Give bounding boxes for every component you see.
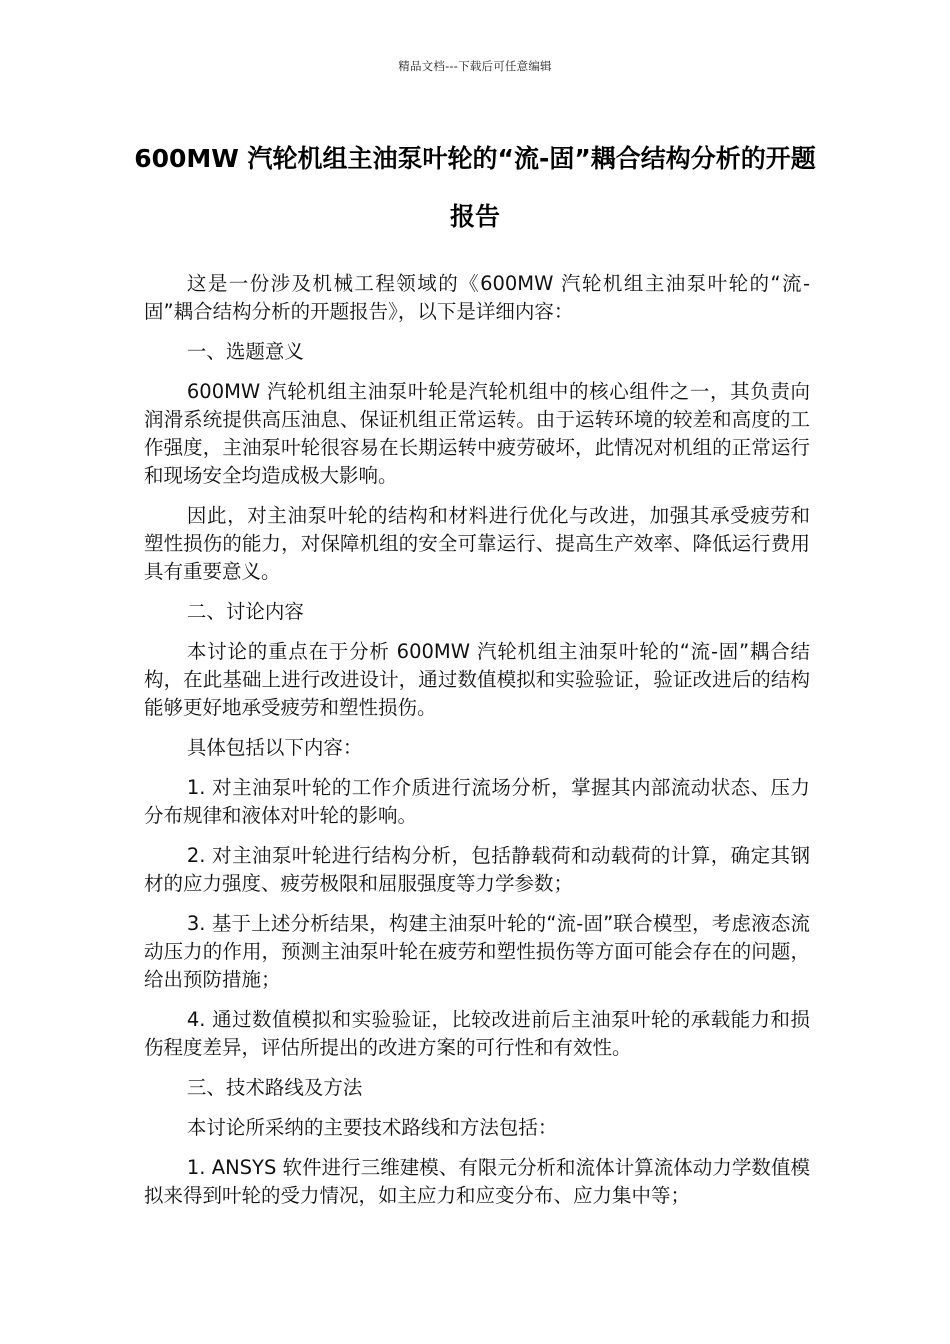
list-item: 2. 对主油泵叶轮进行结构分析，包括静载荷和动载荷的计算，确定其钢材的应力强度、疲劳极限和屈服强度等力学参数； — [144, 844, 810, 895]
section-heading-content: 二、讨论内容 — [186, 600, 304, 623]
list-item: 1. 对主油泵叶轮的工作介质进行流场分析，掌握其内部流动状态、压力分布规律和液体对叶轮的影响。 — [144, 776, 810, 827]
list-item: 1. ANSYS 软件进行三维建模、有限元分析和流体计算流体动力学数值模拟来得到叶轮的受力情况，如主应力和应变分布、应力集中等； — [144, 1156, 810, 1207]
section-heading-method: 三、技术路线及方法 — [186, 1076, 363, 1099]
list-item: 4. 通过数值模拟和实验验证，比较改进前后主油泵叶轮的承载能力和损伤程度差异，评估所提出的改进方案的可行性和有效性。 — [144, 1008, 810, 1059]
intro-paragraph: 这是一份涉及机械工程领域的《600MW 汽轮机组主油泵叶轮的“流-固”耦合结构分析的开题报告》，以下是详细内容： — [144, 272, 810, 323]
document-title: 600MW 汽轮机组主油泵叶轮的“流-固”耦合结构分析的开题报告 — [134, 144, 816, 231]
document-body — [144, 270, 810, 1222]
body-paragraph: 本讨论所采纳的主要技术路线和方法包括： — [186, 1116, 558, 1139]
list-item: 3. 基于上述分析结果，构建主油泵叶轮的“流-固”联合模型，考虑液态流动压力的作用，预测主油泵叶轮在疲劳和塑性损伤等方面可能会存在的问题，给出预防措施； — [144, 912, 810, 991]
section-heading-significance: 一、选题意义 — [186, 340, 304, 363]
body-paragraph: 600MW 汽轮机组主油泵叶轮是汽轮机组中的核心组件之一，其负责向润滑系统提供高压油息、保证机组正常运转。由于运转环境的较差和高度的工作强度，主油泵叶轮很容易在长期运转中疲劳破坏，此情况对机组的正常运行和现场安全均造成极大影响。 — [144, 380, 810, 487]
page-header: 精品文档---下载后可任意编辑 — [398, 59, 552, 73]
body-paragraph: 具体包括以下内容： — [186, 736, 363, 759]
body-paragraph: 本讨论的重点在于分析 600MW 汽轮机组主油泵叶轮的“流-固”耦合结构，在此基础上进行改进设计，通过数值模拟和实验验证，验证改进后的结构能够更好地承受疲劳和塑性损伤。 — [144, 640, 810, 719]
body-paragraph: 因此，对主油泵叶轮的结构和材料进行优化与改进，加强其承受疲劳和塑性损伤的能力，对保障机组的安全可靠运行、提高生产效率、降低运行费用具有重要意义。 — [144, 504, 810, 583]
